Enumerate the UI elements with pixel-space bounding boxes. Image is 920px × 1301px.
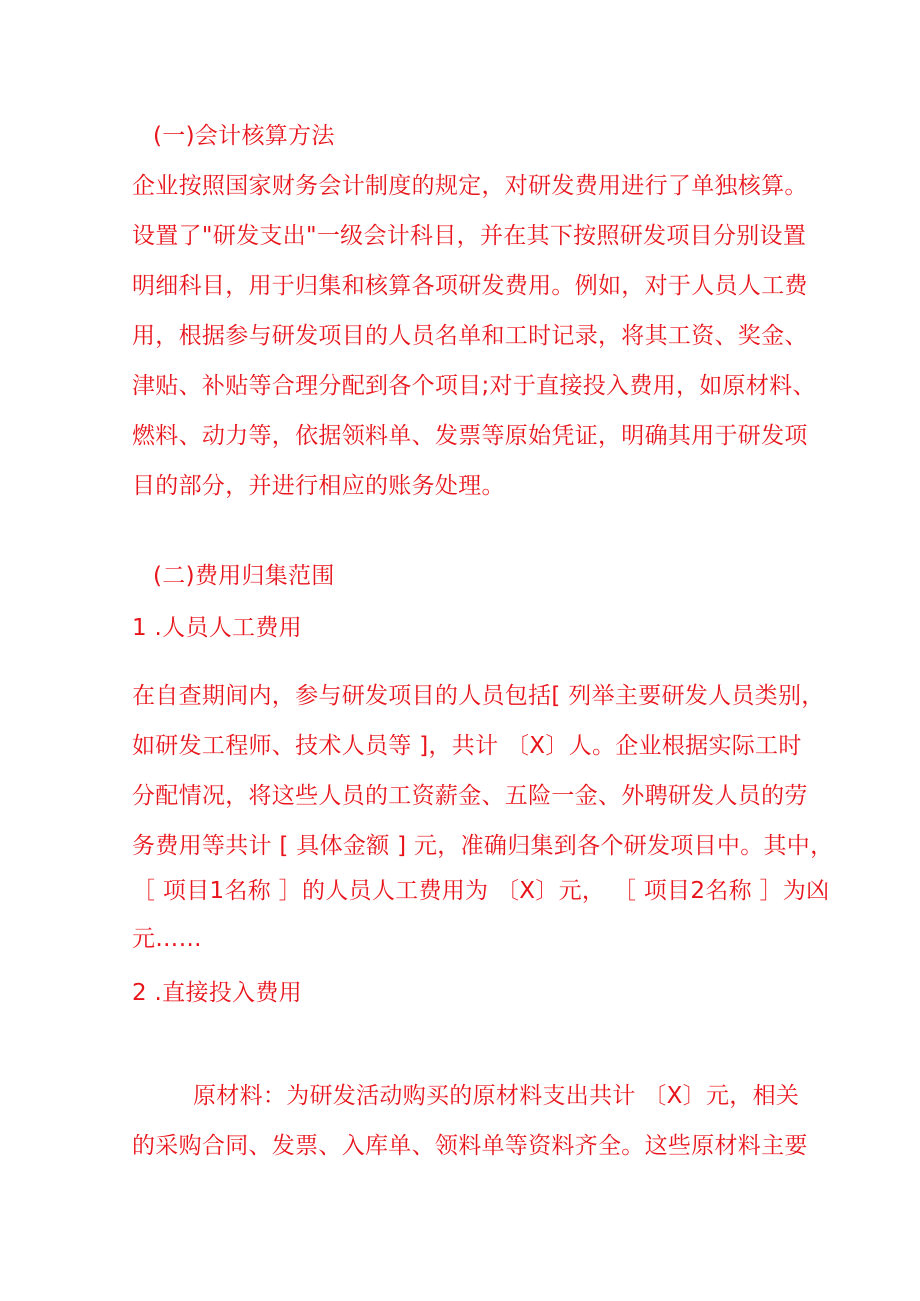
section1-line-6: 燃料、动力等，依据领料单、发票等原始凭证，明确其用于研发项 [132,423,808,449]
section1-line-4: 用，根据参与研发项目的人员名单和工时记录，将其工资、奖金、 [132,323,808,349]
item1-line-3: 分配情况，将这些人员的工资薪金、五险一金、外聘研发人员的劳 [132,783,808,809]
section1-line-7: 目的部分，并进行相应的账务处理。 [132,473,505,499]
section1-line-5: 津贴、补贴等合理分配到各个项目;对于直接投入费用，如原材料、 [132,373,816,399]
section1-line-2: 设置了"研发支出"一级会计科目，并在其下按照研发项目分别设置 [132,223,807,249]
item2-line-1: 原材料：为研发活动购买的原材料支出共计 〔X〕元，相关 [193,1083,800,1109]
item1-line-1: 在自查期间内，参与研发项目的人员包括[ 列举主要研发人员类别， [132,683,825,709]
item1-line-2: 如研发工程师、技术人员等 ]，共计 〔X〕人。企业根据实际工时 [132,733,802,759]
item1-line-6: 元…… [132,926,202,952]
item2-title: 2 .直接投入费用 [132,980,302,1006]
item2-line-2: 的采购合同、发票、入库单、领料单等资料齐全。这些原材料主要 [132,1133,808,1159]
item1-title: 1 .人员人工费用 [132,615,302,641]
section2-heading: (二)费用归集范围 [153,563,335,589]
section1-line-3: 明细科目，用于归集和核算各项研发费用。例如，对于人员人工费 [132,273,808,299]
item1-line-4: 务费用等共计 [ 具体金额 ] 元，准确归集到各个研发项目中。其中， [132,833,834,859]
section1-heading: (一)会计核算方法 [153,123,335,149]
item1-line-5: ［ 项目1名称 ］的人员人工费用为 〔X〕元， ［ 项目2名称 ］为凶 [132,878,830,904]
section1-line-1: 企业按照国家财务会计制度的规定，对研发费用进行了单独核算。 [132,173,808,199]
